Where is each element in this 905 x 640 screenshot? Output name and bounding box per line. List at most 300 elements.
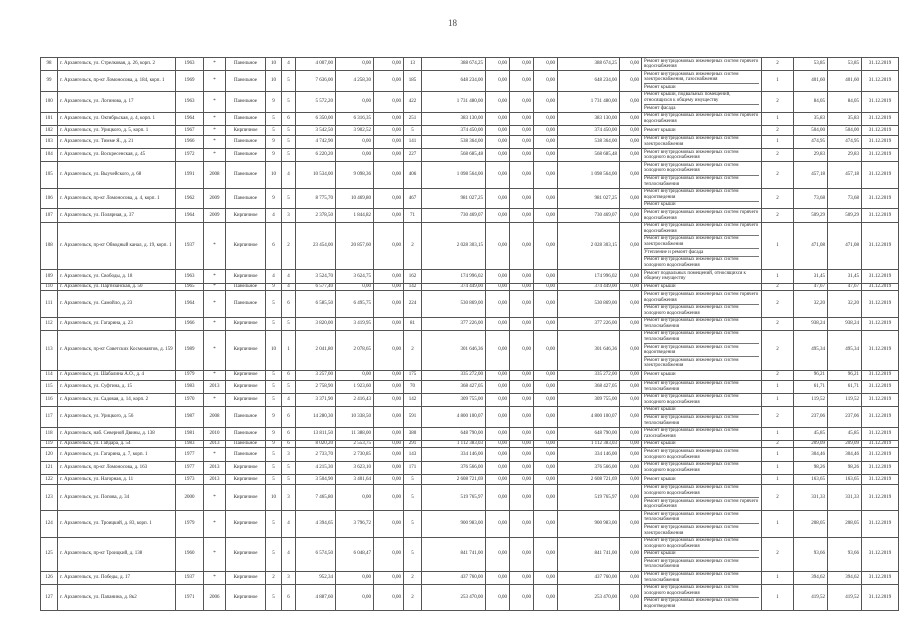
work-item: Ремонт внутридомовых инженерных систем водоотведения (644, 598, 739, 610)
cell-row-number: 109 (41, 269, 58, 283)
work-item: Ремонт внутридомовых инженерных систем горячего водоснабжения (644, 498, 759, 510)
cell-entrances-count: 6 (282, 370, 296, 380)
cell-completion-date: 31.12.2019 (862, 269, 899, 283)
cell-wall-material: Панельное (226, 188, 266, 209)
cell-total-cost: 374 450,00 (422, 125, 486, 135)
cell-cost-local: 0,00 (534, 149, 558, 162)
cell-cost-other: 0,00 (620, 125, 642, 135)
cell-row-number: 114 (41, 370, 58, 380)
cell-total-cost: 335 272,00 (422, 370, 486, 380)
cell-wall-material: Панельное (226, 440, 266, 448)
cell-nonliving-area: 0,00 (374, 269, 404, 283)
cell-total-area: 6 220,20 (296, 149, 336, 162)
cell-cost-federal: 0,00 (486, 162, 510, 188)
cell-residents-count: 71 (404, 209, 422, 222)
cell-reconstruction-year: * (204, 149, 226, 162)
cell-wall-material: Панельное (226, 71, 266, 92)
work-item: Ремонт внутридомовых инженерных систем теплоснабжения (644, 572, 739, 583)
cell-wall-material: Кирпичное (226, 584, 266, 610)
cell-cost-owners: 368 427,05 (558, 380, 620, 393)
cell-total-cost: 568 685,48 (422, 149, 486, 162)
cell-nonliving-area: 0,00 (374, 71, 404, 92)
cell-total-cost: 301 646,36 (422, 330, 486, 370)
cell-entrances-count: 1 (282, 330, 296, 370)
cell-cost-federal: 0,00 (486, 135, 510, 148)
cell-reconstruction-year: * (204, 448, 226, 461)
cell-completion-date: 31.12.2019 (862, 571, 899, 584)
work-item: Ремонт крыши (644, 476, 676, 482)
cell-residents-count: 162 (404, 269, 422, 283)
cell-floors-count: 10 (266, 330, 282, 370)
cell-cost-federal: 0,00 (486, 269, 510, 283)
work-item: Ремонт внутридомовых инженерных систем теплоснабжения (644, 381, 739, 392)
cell-total-area: 3 524,70 (296, 269, 336, 283)
cell-living-area: 0,00 (336, 149, 374, 162)
cell-cost-federal: 0,00 (486, 71, 510, 92)
cell-residents-count: 13 (404, 58, 422, 71)
cell-cost-local: 0,00 (534, 370, 558, 380)
cell-max-unit-cost: 29,83 (828, 149, 862, 162)
cell-completion-date: 31.12.2019 (862, 149, 899, 162)
cell-living-area: 9 098,36 (336, 162, 374, 188)
cell-max-unit-cost: 331,33 (828, 484, 862, 510)
cell-cost-local: 0,00 (534, 58, 558, 71)
work-item: Ремонт крыши (644, 284, 676, 290)
cell-total-area: 6 574,50 (296, 537, 336, 571)
cell-total-cost: 1 112 383,03 (422, 440, 486, 448)
cell-residents-count: 380 (404, 427, 422, 440)
cell-unit-cost: 93,66 (794, 537, 828, 571)
cell-work-volume: 2 (762, 330, 794, 370)
cell-living-area: 6 495,75 (336, 291, 374, 317)
cell-unit-cost: 53,85 (794, 58, 828, 71)
cell-cost-federal: 0,00 (486, 283, 510, 291)
cell-cost-regional: 0,00 (510, 393, 534, 406)
work-item: Ремонт внутридомовых инженерных систем теплоснабжения (644, 415, 739, 426)
cell-works-list (642, 162, 762, 188)
cell-address: г. Архангельск, ул. Тимме Я., д. 21 (58, 135, 176, 148)
cell-unit-cost: 35,83 (794, 112, 828, 125)
cell-cost-regional: 0,00 (510, 71, 534, 92)
cell-total-area: 3 820,00 (296, 317, 336, 330)
cell-cost-regional: 0,00 (510, 537, 534, 571)
cell-cost-regional: 0,00 (510, 283, 534, 291)
cell-total-area: 8 775,70 (296, 188, 336, 209)
cell-entrances-count: 6 (282, 440, 296, 448)
cell-entrances-count: 3 (282, 571, 296, 584)
cell-total-area: 3 542,50 (296, 125, 336, 135)
cell-cost-local: 0,00 (534, 188, 558, 209)
cell-max-unit-cost: 474,95 (828, 135, 862, 148)
table-body (41, 58, 899, 611)
cell-works-list (642, 283, 762, 291)
cell-entrances-count: 3 (282, 448, 296, 461)
work-item: Ремонт внутридомовых инженерных систем электроснабжения, газоснабжения (644, 71, 759, 84)
cell-cost-owners: 374 450,00 (558, 125, 620, 135)
cell-total-cost: 334 146,00 (422, 448, 486, 461)
cell-reconstruction-year: * (204, 484, 226, 510)
page-number: 18 (448, 18, 457, 28)
work-item: Ремонт внутридомовых инженерных систем холодного водоснабжения (644, 305, 739, 316)
cell-total-area: 4 394,65 (296, 511, 336, 537)
cell-unit-cost: 401,60 (794, 71, 828, 92)
cell-build-year: 1937 (176, 222, 204, 269)
cell-cost-other: 0,00 (620, 317, 642, 330)
work-item: Ремонт внутридомовых инженерных систем водоотведения (644, 189, 759, 202)
cell-work-volume: 2 (762, 440, 794, 448)
cell-residents-count: 175 (404, 370, 422, 380)
cell-reconstruction-year: * (204, 330, 226, 370)
cell-entrances-count: 6 (282, 406, 296, 427)
cell-cost-other: 0,00 (620, 135, 642, 148)
cell-address: г. Архангельск, наб. Северной Двины, д. 138 (58, 427, 176, 440)
cell-unit-cost: 209,09 (794, 440, 828, 448)
cell-row-number: 101 (41, 112, 58, 125)
cell-living-area: 11 388,00 (336, 427, 374, 440)
cell-build-year: 1979 (176, 511, 204, 537)
cell-max-unit-cost: 504,00 (828, 125, 862, 135)
cell-address: г. Архангельск, ул. Попова, д. 34 (58, 484, 176, 510)
cell-row-number: 108 (41, 222, 58, 269)
cell-work-volume: 1 (762, 427, 794, 440)
cell-cost-federal: 0,00 (486, 393, 510, 406)
cell-works-list (642, 571, 762, 584)
cell-nonliving-area: 0,00 (374, 112, 404, 125)
work-item: Ремонт крыши (644, 551, 759, 559)
cell-reconstruction-year: * (204, 112, 226, 125)
cell-unit-cost: 419,52 (794, 584, 828, 610)
cell-entrances-count: 4 (282, 162, 296, 188)
cell-cost-regional: 0,00 (510, 427, 534, 440)
cell-total-cost: 377 226,00 (422, 317, 486, 330)
table-row (41, 511, 899, 537)
cell-completion-date: 31.12.2019 (862, 112, 899, 125)
cell-build-year: 1964 (176, 112, 204, 125)
cell-cost-federal: 0,00 (486, 511, 510, 537)
cell-cost-federal: 0,00 (486, 474, 510, 484)
cell-residents-count: 224 (404, 291, 422, 317)
cell-works-list (642, 484, 762, 510)
cell-max-unit-cost: 163,65 (828, 474, 862, 484)
cell-nonliving-area: 0,00 (374, 370, 404, 380)
cell-cost-other: 0,00 (620, 537, 642, 571)
cell-build-year: 1970 (176, 393, 204, 406)
cell-residents-count: 171 (404, 461, 422, 474)
cell-address: г. Архангельск, ул. Гагарина, д. 7, корп. 1 (58, 448, 176, 461)
work-item: Ремонт внутридомовых инженерных систем холодного водоснабжения (644, 149, 739, 161)
cell-works-list (642, 427, 762, 440)
cell-unit-cost: 457,18 (794, 162, 828, 188)
table-row (41, 427, 899, 440)
cell-unit-cost: 163,65 (794, 474, 828, 484)
cell-row-number: 103 (41, 135, 58, 148)
cell-cost-regional: 0,00 (510, 484, 534, 510)
cell-floors-count: 9 (266, 440, 282, 448)
cell-cost-federal: 0,00 (486, 461, 510, 474)
cell-max-unit-cost: 938,24 (828, 317, 862, 330)
cell-entrances-count: 5 (282, 135, 296, 148)
cell-completion-date: 31.12.2019 (862, 291, 899, 317)
cell-unit-cost: 32,20 (794, 291, 828, 317)
cell-total-area: 4 742,90 (296, 135, 336, 148)
cell-floors-count: 9 (266, 149, 282, 162)
cell-unit-cost: 304,46 (794, 448, 828, 461)
cell-wall-material: Кирпичное (226, 125, 266, 135)
cell-works-list (642, 461, 762, 474)
cell-living-area: 0,00 (336, 484, 374, 510)
cell-reconstruction-year: * (204, 269, 226, 283)
cell-work-volume: 1 (762, 380, 794, 393)
cell-cost-regional: 0,00 (510, 584, 534, 610)
cell-cost-local: 0,00 (534, 448, 558, 461)
cell-nonliving-area: 0,00 (374, 149, 404, 162)
cell-living-area: 4 258,30 (336, 71, 374, 92)
cell-residents-count: 2 (404, 330, 422, 370)
table-row (41, 222, 899, 269)
cell-works-list (642, 209, 762, 222)
cell-address: г. Архангельск, пр-кт Ломоносова, д. 184, корп. 1 (58, 71, 176, 92)
work-item: Ремонт внутридомовых инженерных систем горячего водоснабжения (644, 209, 759, 221)
cell-max-unit-cost: 209,09 (828, 440, 862, 448)
cell-cost-other: 0,00 (620, 440, 642, 448)
cell-completion-date: 31.12.2019 (862, 162, 899, 188)
cell-max-unit-cost: 96,21 (828, 370, 862, 380)
table-row (41, 461, 899, 474)
cell-nonliving-area: 0,00 (374, 474, 404, 484)
cell-cost-other: 0,00 (620, 393, 642, 406)
cell-floors-count: 5 (266, 393, 282, 406)
cell-residents-count: 143 (404, 448, 422, 461)
cell-reconstruction-year: * (204, 571, 226, 584)
cell-floors-count: 5 (266, 511, 282, 537)
cell-max-unit-cost: 84,05 (828, 91, 862, 112)
cell-max-unit-cost: 61,71 (828, 380, 862, 393)
cell-reconstruction-year: * (204, 71, 226, 92)
table-row (41, 406, 899, 427)
cell-cost-regional: 0,00 (510, 511, 534, 537)
cell-row-number: 99 (41, 71, 58, 92)
cell-cost-owners: 530 869,00 (558, 291, 620, 317)
cell-total-cost: 519 765,97 (422, 484, 486, 510)
cell-cost-regional: 0,00 (510, 440, 534, 448)
cell-max-unit-cost: 93,66 (828, 537, 862, 571)
cell-wall-material: Кирпичное (226, 461, 266, 474)
cell-cost-local: 0,00 (534, 112, 558, 125)
cell-build-year: 1969 (176, 71, 204, 92)
cell-row-number: 124 (41, 511, 58, 537)
cell-living-area: 0,00 (336, 584, 374, 610)
cell-living-area: 0,00 (336, 91, 374, 112)
table-row (41, 112, 899, 125)
work-item: Ремонт внутридомовых инженерных систем газоснабжения (644, 428, 739, 439)
cell-cost-other: 0,00 (620, 461, 642, 474)
cell-address: г. Архангельск, ул. Полярная, д. 37 (58, 209, 176, 222)
cell-living-area: 3 419,95 (336, 317, 374, 330)
cell-address: г. Архангельск, ул. Садовая, д. 14, корп. 2 (58, 393, 176, 406)
cell-address: г. Архангельск, ул. Логинова, д. 17 (58, 91, 176, 112)
cell-reconstruction-year: 2008 (204, 162, 226, 188)
cell-total-area: 3 504,90 (296, 474, 336, 484)
cell-reconstruction-year: 2010 (204, 427, 226, 440)
cell-reconstruction-year: 2013 (204, 461, 226, 474)
cell-build-year: 1964 (176, 291, 204, 317)
cell-cost-owners: 335 272,00 (558, 370, 620, 380)
cell-cost-local: 0,00 (534, 380, 558, 393)
cell-floors-count: 5 (266, 317, 282, 330)
work-item: Ремонт крыши (644, 84, 676, 90)
cell-total-area: 3 371,90 (296, 393, 336, 406)
cell-total-cost: 253 470,00 (422, 584, 486, 610)
cell-cost-other: 0,00 (620, 484, 642, 510)
cell-address: г. Архангельск, ул. Победы, д. 17 (58, 571, 176, 584)
cell-completion-date: 31.12.2019 (862, 317, 899, 330)
cell-cost-local: 0,00 (534, 222, 558, 269)
cell-max-unit-cost: 31,45 (828, 269, 862, 283)
cell-work-volume: 2 (762, 484, 794, 510)
cell-cost-federal: 0,00 (486, 58, 510, 71)
cell-cost-owners: 538 364,00 (558, 135, 620, 148)
cell-reconstruction-year: * (204, 511, 226, 537)
cell-wall-material: Панельное (226, 112, 266, 125)
cell-entrances-count: 5 (282, 380, 296, 393)
cell-row-number: 113 (41, 330, 58, 370)
cell-works-list (642, 330, 762, 370)
cell-total-area: 2 041,80 (296, 330, 336, 370)
cell-total-cost: 1 098 564,00 (422, 162, 486, 188)
cell-entrances-count: 5 (282, 91, 296, 112)
cell-work-volume: 2 (762, 188, 794, 209)
cell-work-volume: 1 (762, 584, 794, 610)
cell-max-unit-cost: 98,26 (828, 461, 862, 474)
cell-cost-other: 0,00 (620, 188, 642, 209)
cell-row-number: 125 (41, 537, 58, 571)
cell-build-year: 1987 (176, 406, 204, 427)
cell-works-list (642, 188, 762, 209)
cell-build-year: 1977 (176, 448, 204, 461)
cell-build-year: 2000 (176, 484, 204, 510)
cell-cost-local: 0,00 (534, 440, 558, 448)
cell-work-volume: 1 (762, 135, 794, 148)
table-row (41, 370, 899, 380)
work-item: Ремонт крыши (644, 127, 676, 133)
work-item: Утепление и ремонт фасада (644, 249, 759, 257)
cell-total-cost: 530 869,00 (422, 291, 486, 317)
cell-address: г. Архангельск, ул. Октябрьская, д. 4, корп. 1 (58, 112, 176, 125)
cell-floors-count: 9 (266, 91, 282, 112)
cell-max-unit-cost: 394,62 (828, 571, 862, 584)
cell-wall-material: Кирпичное (226, 380, 266, 393)
cell-cost-other: 0,00 (620, 91, 642, 112)
cell-cost-regional: 0,00 (510, 91, 534, 112)
cell-cost-owners: 253 470,00 (558, 584, 620, 610)
cell-cost-federal: 0,00 (486, 112, 510, 125)
cell-work-volume: 1 (762, 461, 794, 474)
cell-cost-regional: 0,00 (510, 370, 534, 380)
cell-unit-cost: 495,34 (794, 330, 828, 370)
cell-entrances-count: 5 (282, 125, 296, 135)
cell-entrances-count: 4 (282, 393, 296, 406)
cell-floors-count: 5 (266, 112, 282, 125)
work-item: Ремонт подвальных помещений, относящихся к общему имуществу (644, 270, 746, 282)
cell-max-unit-cost: 401,60 (828, 71, 862, 92)
cell-row-number: 116 (41, 393, 58, 406)
cell-works-list (642, 58, 762, 71)
cell-row-number: 121 (41, 461, 58, 474)
cell-completion-date: 31.12.2019 (862, 58, 899, 71)
cell-floors-count: 10 (266, 162, 282, 188)
cell-max-unit-cost: 35,83 (828, 112, 862, 125)
cell-completion-date: 31.12.2019 (862, 406, 899, 427)
cell-cost-regional: 0,00 (510, 571, 534, 584)
work-item: Ремонт внутридомовых инженерных систем теплоснабжения (644, 176, 739, 187)
cell-cost-owners: 648 234,00 (558, 71, 620, 92)
cell-cost-federal: 0,00 (486, 584, 510, 610)
cell-floors-count: 5 (266, 461, 282, 474)
cell-total-area: 13 811,50 (296, 427, 336, 440)
work-item: Ремонт внутридомовых инженерных систем электроснабжения (644, 236, 759, 249)
cell-cost-owners: 301 646,36 (558, 330, 620, 370)
cell-work-volume: 1 (762, 474, 794, 484)
cell-residents-count: 81 (404, 317, 422, 330)
cell-works-list (642, 291, 762, 317)
cell-cost-other: 0,00 (620, 149, 642, 162)
table-row (41, 269, 899, 283)
table-row (41, 58, 899, 71)
cell-nonliving-area: 0,00 (374, 283, 404, 291)
cell-cost-local: 0,00 (534, 330, 558, 370)
cell-reconstruction-year: 2009 (204, 188, 226, 209)
cell-cost-other: 0,00 (620, 209, 642, 222)
cell-cost-local: 0,00 (534, 162, 558, 188)
cell-address: г. Архангельск, ул. Нагорная, д. 11 (58, 474, 176, 484)
cell-completion-date: 31.12.2019 (862, 537, 899, 571)
cell-cost-local: 0,00 (534, 461, 558, 474)
cell-unit-cost: 474,95 (794, 135, 828, 148)
cell-reconstruction-year: * (204, 283, 226, 291)
cell-living-area: 3 624,75 (336, 269, 374, 283)
cell-unit-cost: 504,00 (794, 125, 828, 135)
cell-wall-material: Панельное (226, 91, 266, 112)
cell-cost-owners: 841 741,00 (558, 537, 620, 571)
cell-cost-owners: 1 112 383,03 (558, 440, 620, 448)
work-item: Ремонт внутридомовых инженерных систем водоотведения (644, 344, 759, 357)
cell-cost-owners: 309 755,00 (558, 393, 620, 406)
cell-build-year: 1973 (176, 474, 204, 484)
cell-cost-other: 0,00 (620, 330, 642, 370)
cell-works-list (642, 91, 762, 112)
cell-unit-cost: 331,33 (794, 484, 828, 510)
cell-work-volume: 2 (762, 149, 794, 162)
work-item: Ремонт внутридомовых инженерных систем теплоснабжения (644, 558, 739, 570)
cell-max-unit-cost: 208,05 (828, 511, 862, 537)
cell-cost-federal: 0,00 (486, 91, 510, 112)
cell-cost-regional: 0,00 (510, 380, 534, 393)
cell-cost-owners: 2 028 303,15 (558, 222, 620, 269)
table-row (41, 91, 899, 112)
cell-cost-other: 0,00 (620, 584, 642, 610)
cell-cost-regional: 0,00 (510, 58, 534, 71)
cell-row-number: 106 (41, 188, 58, 209)
cell-total-cost: 900 983,00 (422, 511, 486, 537)
cell-residents-count: 291 (404, 440, 422, 448)
cell-entrances-count: 5 (282, 317, 296, 330)
cell-wall-material: Кирпичное (226, 330, 266, 370)
cell-total-area: 2 733,70 (296, 448, 336, 461)
cell-reconstruction-year: * (204, 291, 226, 317)
cell-wall-material: Панельное (226, 58, 266, 71)
cell-cost-local: 0,00 (534, 406, 558, 427)
cell-completion-date: 31.12.2019 (862, 283, 899, 291)
